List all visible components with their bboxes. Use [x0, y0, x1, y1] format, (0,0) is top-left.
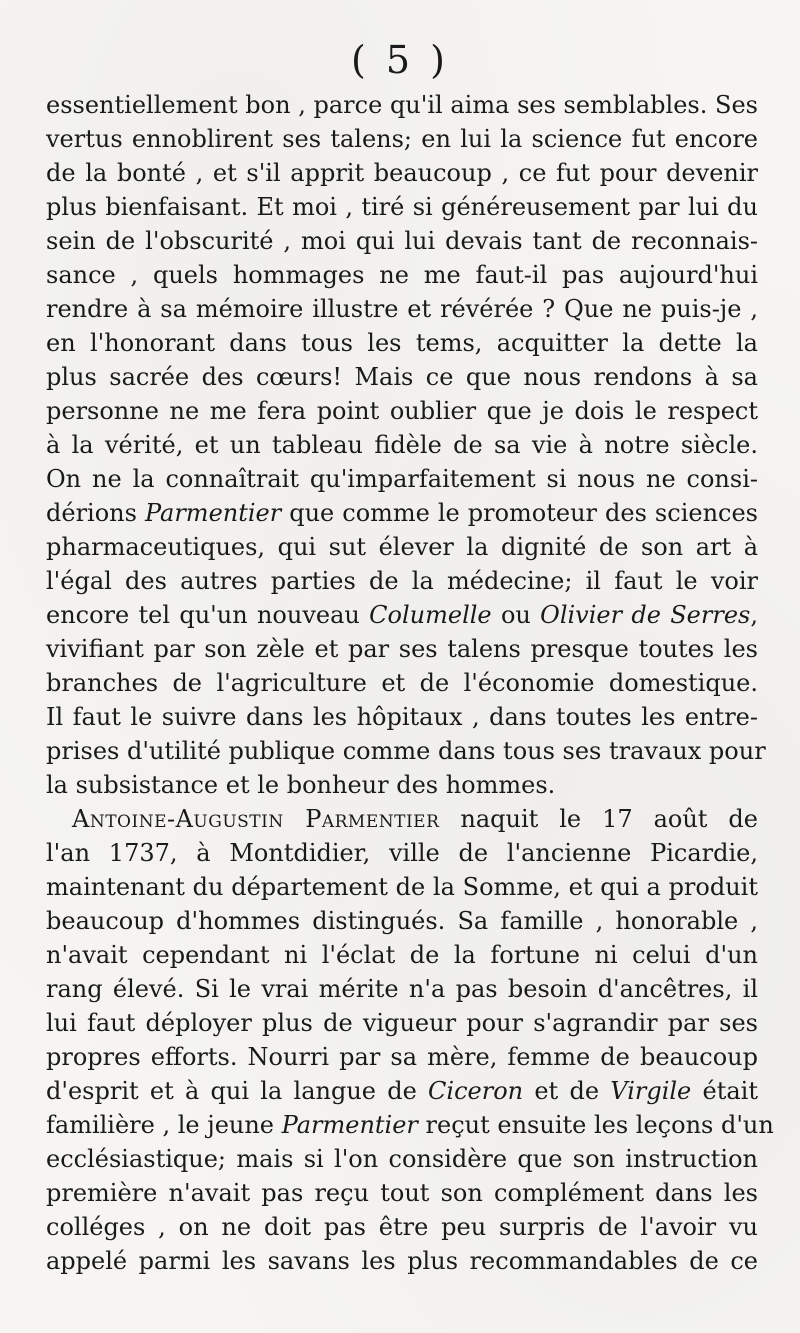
- text-segment: encore tel qu'un nouveau: [46, 601, 370, 629]
- text-line: [46, 938, 758, 972]
- text-line: [46, 1040, 758, 1074]
- text-line: [46, 666, 758, 700]
- text-line: [46, 1210, 758, 1244]
- text-segment: essentiellement bon , parce qu'il aima ses semblables. Ses: [46, 91, 758, 119]
- text-segment: d'esprit et à qui la langue de: [46, 1077, 429, 1105]
- text-segment: à la vérité, et un tableau fidèle de sa vie à notre siècle.: [46, 431, 758, 459]
- text-body: [46, 88, 774, 1278]
- text-line: [46, 326, 758, 360]
- text-line: [46, 904, 758, 938]
- text-segment: personne ne me fera point oublier que je dois le respect: [46, 397, 758, 425]
- text-line: [46, 700, 758, 734]
- text-segment: rang élevé. Si le vrai mérite n'a pas besoin d'ancêtres, il: [46, 975, 758, 1003]
- text-segment: dérions: [46, 499, 145, 527]
- text-segment: plus sacrée des cœurs! Mais ce que nous rendons à sa: [46, 363, 758, 391]
- small-caps-name: Antoine-Augustin Parmentier: [72, 805, 440, 833]
- text-line: [46, 496, 758, 530]
- text-segment: naquit le 17 août de: [439, 805, 758, 833]
- text-line: [46, 462, 758, 496]
- text-line: [46, 972, 758, 1006]
- text-line: [46, 1176, 758, 1210]
- text-segment: Il faut le suivre dans les hôpitaux , dans toutes les entre-: [46, 703, 758, 731]
- text-segment: pharmaceutiques, qui sut élever la dignité de son art à: [46, 533, 758, 561]
- text-segment: plus bienfaisant. Et moi , tiré si généreusement par lui du: [46, 193, 758, 221]
- text-line: [46, 428, 758, 462]
- italic-text: Parmentier: [281, 1111, 418, 1139]
- text-line: [46, 122, 758, 156]
- text-segment: sein de l'obscurité , moi qui lui devais tant de reconnais-: [46, 227, 758, 255]
- italic-text: Ciceron: [428, 1077, 524, 1105]
- text-line: [46, 802, 758, 836]
- text-segment: propres efforts. Nourri par sa mère, femme de beaucoup: [46, 1043, 758, 1071]
- text-segment: prises d'utilité publique comme dans tous ses travaux pour: [46, 737, 766, 765]
- text-line: [46, 1108, 774, 1142]
- text-segment: vertus ennoblirent ses talens; en lui la science fut encore: [46, 125, 758, 153]
- text-segment: vivifiant par son zèle et par ses talens presque toutes les: [46, 635, 758, 663]
- text-segment: première n'avait pas reçu tout son complément dans les: [46, 1179, 758, 1207]
- text-segment: que comme le promoteur des sciences: [281, 499, 758, 527]
- text-line: [46, 360, 758, 394]
- text-segment: beaucoup d'hommes distingués. Sa famille , honorable ,: [46, 907, 758, 935]
- text-segment: ecclésiastique; mais si l'on considère que son instruction: [46, 1145, 758, 1173]
- text-segment: rendre à sa mémoire illustre et révérée ? Que ne puis-je ,: [46, 295, 758, 323]
- text-segment: On ne la connaîtrait qu'imparfaitement si nous ne consi-: [46, 465, 758, 493]
- text-line: [46, 1142, 758, 1176]
- text-line: [46, 1006, 758, 1040]
- text-line: [46, 870, 758, 904]
- text-segment: lui faut déployer plus de vigueur pour s'agrandir par ses: [46, 1009, 758, 1037]
- text-segment: colléges , on ne doit pas être peu surpris de l'avoir vu: [46, 1213, 758, 1241]
- text-segment: ou: [491, 601, 541, 629]
- text-segment: en l'honorant dans tous les tems, acquitter la dette la: [46, 329, 758, 357]
- text-line: [46, 632, 758, 666]
- text-line: [46, 564, 758, 598]
- text-segment: la subsistance et le bonheur des hommes.: [46, 771, 556, 799]
- text-line: [46, 258, 758, 292]
- text-line: [46, 598, 758, 632]
- italic-text: Olivier de Serres: [540, 601, 751, 629]
- italic-text: Parmentier: [144, 499, 282, 527]
- italic-text: Columelle: [369, 601, 492, 629]
- text-segment: ,: [750, 601, 758, 629]
- text-segment: appelé parmi les savans les plus recommandables de ce: [46, 1247, 758, 1275]
- text-line: [46, 1244, 758, 1278]
- page-number: ( 5 ): [351, 38, 449, 82]
- text-line: [46, 156, 758, 190]
- text-line: [46, 224, 758, 258]
- text-segment: était: [691, 1077, 758, 1105]
- text-line: [46, 1074, 758, 1108]
- text-line: [46, 836, 758, 870]
- italic-text: Virgile: [610, 1077, 692, 1105]
- text-segment: l'an 1737, à Montdidier, ville de l'ancienne Picardie,: [46, 839, 758, 867]
- text-segment: n'avait cependant ni l'éclat de la fortune ni celui d'un: [46, 941, 758, 969]
- text-segment: l'égal des autres parties de la médecine; il faut le voir: [46, 567, 758, 595]
- text-line: [46, 768, 758, 802]
- text-line: [46, 734, 766, 768]
- text-line: [46, 88, 758, 122]
- text-segment: reçut ensuite les leçons d'un: [417, 1111, 774, 1139]
- text-line: [46, 190, 758, 224]
- text-segment: et de: [523, 1077, 611, 1105]
- text-line: [46, 530, 758, 564]
- text-segment: familière , le jeune: [46, 1111, 282, 1139]
- text-segment: maintenant du département de la Somme, et qui a produit: [46, 873, 758, 901]
- text-segment: de la bonté , et s'il apprit beaucoup , ce fut pour devenir: [46, 159, 758, 187]
- text-segment: branches de l'agriculture et de l'économie domestique.: [46, 669, 758, 697]
- text-segment: sance , quels hommages ne me faut-il pas aujourd'hui: [46, 261, 758, 289]
- text-line: [46, 394, 758, 428]
- text-line: [46, 292, 758, 326]
